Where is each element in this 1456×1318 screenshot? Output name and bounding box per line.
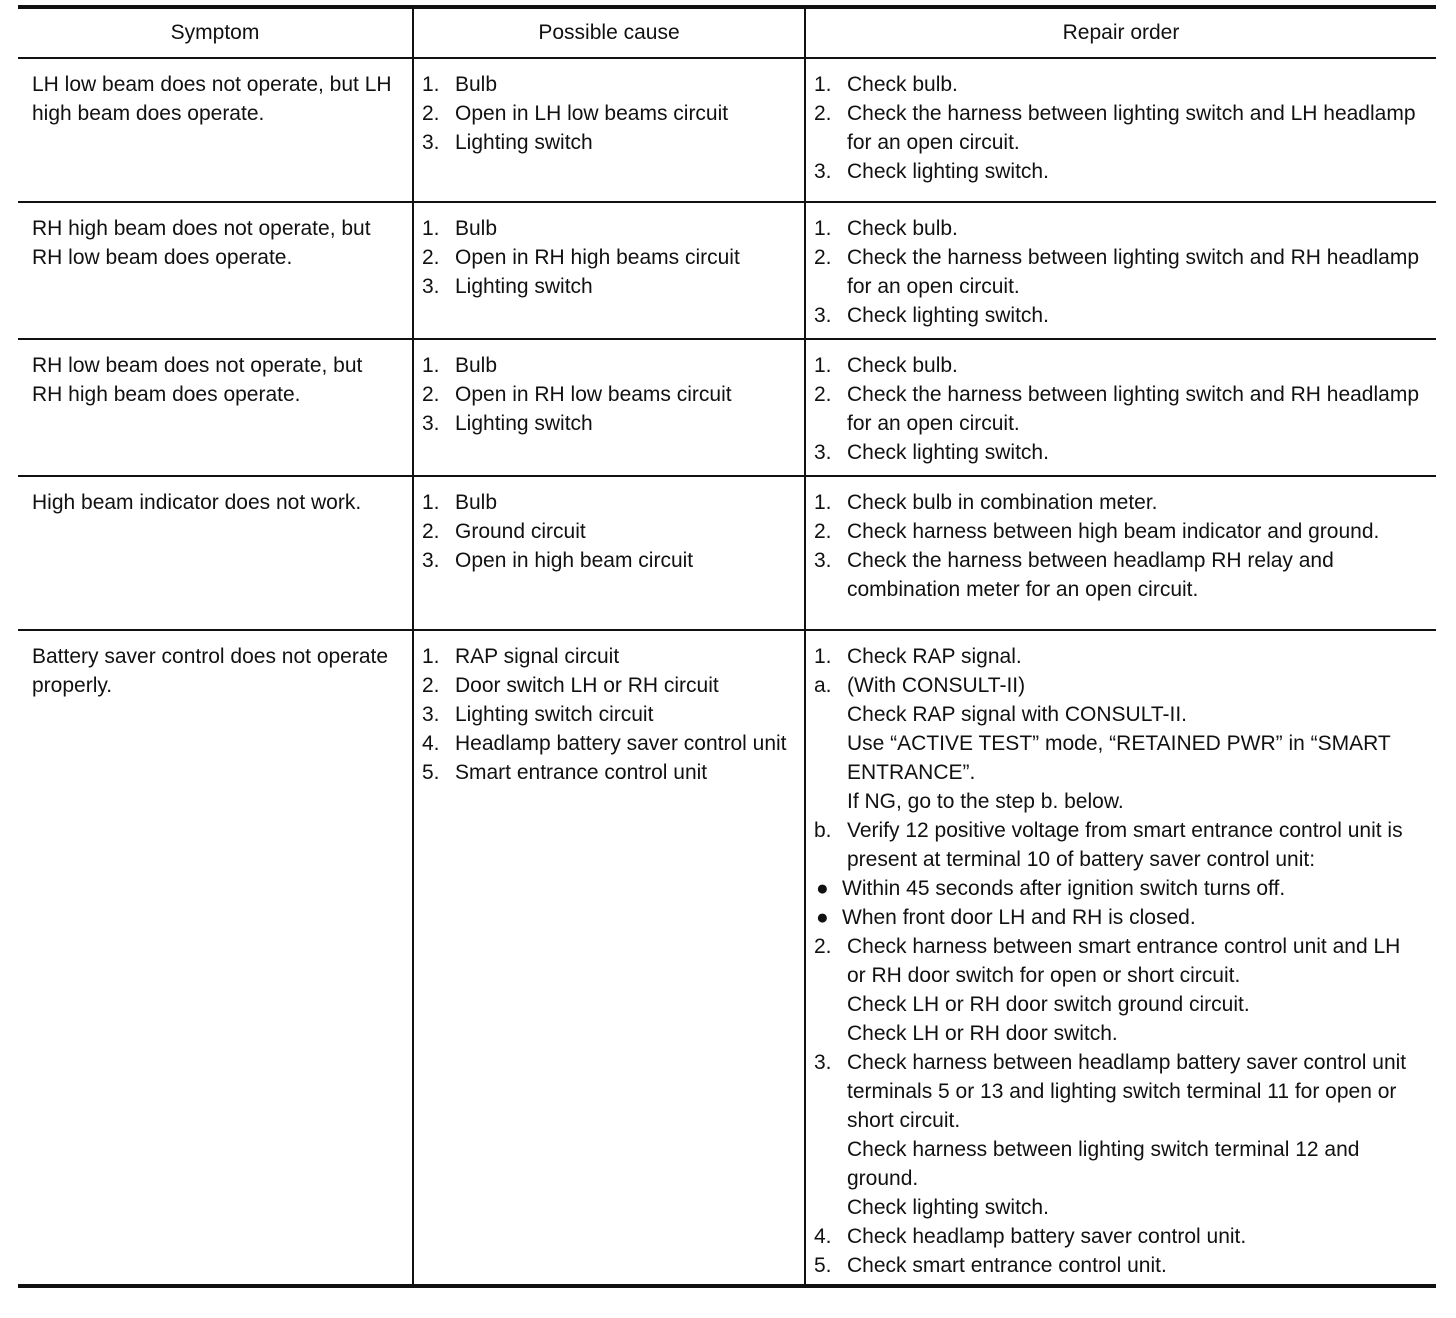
list-text: Check RAP signal with CONSULT-II. [847,703,1187,726]
list-marker: 2. [814,520,832,543]
list-marker: 2. [422,383,440,406]
cause-item [422,70,796,99]
cause-item [422,671,796,700]
list-marker: 1. [814,73,832,96]
list-marker: 2. [422,674,440,697]
list-text: Check the harness between lighting switch and LH headlamp for an open circuit. [847,102,1416,154]
list-marker: 3. [422,703,440,726]
list-text: Check bulb. [847,73,958,96]
list-marker: 3. [422,549,440,572]
list-marker: 3. [422,412,440,435]
list-text: Check lighting switch. [847,304,1049,327]
list-marker: 3. [814,441,832,464]
list-text: (With CONSULT-II) [847,674,1026,697]
list-marker: 3. [814,160,832,183]
repair-step [814,1135,1422,1193]
repair-step [814,214,1422,243]
possible-cause-cell [413,339,805,476]
cause-item [422,99,796,128]
repair-step [814,642,1422,671]
list-text: Check harness between lighting switch terminal 12 and ground. [847,1138,1360,1190]
repair-step [814,301,1422,330]
list-text: Bulb [455,491,498,514]
list-text: Check bulb. [847,354,958,377]
repair-step [814,1019,1422,1048]
list-text: Open in high beam circuit [455,549,694,572]
repair-step [814,1048,1422,1135]
list-text: Check LH or RH door switch. [847,1022,1118,1045]
list-marker [814,700,847,729]
list-text: Check the harness between lighting switch and RH headlamp for an open circuit. [847,383,1419,435]
repair-step [814,729,1422,787]
repair-order-cell [805,58,1436,202]
repair-step [814,1222,1422,1251]
repair-step [814,816,1422,874]
list-text: Check smart entrance control unit. [847,1254,1167,1277]
cause-item [422,214,796,243]
list-marker: 2. [422,520,440,543]
list-text: Open in LH low beams circuit [455,102,729,125]
repair-step [814,70,1422,99]
header-row [18,9,1436,58]
list-marker: 5. [422,761,440,784]
table-row [18,202,1436,339]
table-row [18,476,1436,630]
list-marker: 3. [814,1051,832,1074]
list-marker: 1. [814,491,832,514]
symptom-cell: High beam indicator does not work. [18,476,413,630]
list-text: Check the harness between headlamp RH relay and combination meter for an open circuit. [847,549,1334,601]
list-text: Lighting switch circuit [455,703,654,726]
list-marker: 3. [422,275,440,298]
list-text: Check lighting switch. [847,160,1049,183]
repair-step [814,990,1422,1019]
repair-order-cell [805,202,1436,339]
list-marker: 1. [422,217,440,240]
cause-item [422,380,796,409]
repair-order-cell [805,476,1436,630]
bullet-icon: ● [816,906,829,929]
symptom-cell: LH low beam does not operate, but LH high beam does operate. [18,58,413,202]
table-body [18,58,1436,1284]
repair-step [814,99,1422,157]
list-marker: 1. [422,73,440,96]
repair-step [814,787,1422,816]
list-text: Ground circuit [455,520,586,543]
list-text: Check bulb in combination meter. [847,491,1158,514]
list-text: Check harness between high beam indicator and ground. [847,520,1380,543]
list-text: Bulb [455,217,498,240]
list-marker: 1. [422,645,440,668]
list-marker: 3. [422,131,440,154]
list-marker: a. [814,674,832,697]
header-repair-order: Repair order [805,9,1436,58]
repair-step [814,243,1422,301]
cause-item [422,517,796,546]
list-text: Bulb [455,354,498,377]
troubleshooting-table-container [18,5,1436,1288]
cause-item [422,243,796,272]
list-marker: 3. [814,549,832,572]
list-text: Headlamp battery saver control unit [455,732,787,755]
list-text: Within 45 seconds after ignition switch turns off. [842,877,1286,900]
repair-step [814,874,1422,903]
cause-item [422,729,796,758]
repair-step [814,546,1422,604]
list-marker: 1. [814,645,832,668]
list-text: Lighting switch [455,275,593,298]
list-text: RAP signal circuit [455,645,620,668]
cause-item [422,546,796,575]
list-text: Check headlamp battery saver control unit. [847,1225,1247,1248]
list-marker: 2. [422,246,440,269]
list-marker [814,1135,847,1193]
list-text: If NG, go to the step b. below. [847,790,1124,813]
list-marker: 1. [814,217,832,240]
list-text: Verify 12 positive voltage from smart entrance control unit is present at terminal 10 of battery saver control unit: [847,819,1403,871]
repair-step [814,1251,1422,1280]
table-row [18,339,1436,476]
list-text: Lighting switch [455,131,593,154]
table-row [18,630,1436,1284]
list-text: Open in RH low beams circuit [455,383,732,406]
possible-cause-cell [413,202,805,339]
list-text: Check harness between smart entrance control unit and LH or RH door switch for open or short circuit. [847,935,1401,987]
cause-item [422,700,796,729]
repair-step [814,671,1422,700]
repair-step [814,517,1422,546]
list-marker: 1. [422,354,440,377]
header-possible-cause: Possible cause [413,9,805,58]
repair-step [814,700,1422,729]
list-text: Smart entrance control unit [455,761,708,784]
list-marker: b. [814,819,832,842]
list-marker [814,1193,847,1222]
list-text: Check lighting switch. [847,1196,1049,1219]
list-marker: 2. [814,246,832,269]
repair-step [814,488,1422,517]
repair-step [814,351,1422,380]
cause-item [422,351,796,380]
possible-cause-cell [413,58,805,202]
repair-step [814,1193,1422,1222]
list-text: Door switch LH or RH circuit [455,674,719,697]
cause-item [422,758,796,787]
symptom-cell: RH high beam does not operate, but RH low beam does operate. [18,202,413,339]
possible-cause-cell [413,476,805,630]
header-symptom: Symptom [18,9,413,58]
list-marker: 2. [422,102,440,125]
bullet-icon: ● [816,877,829,900]
list-marker: 5. [814,1254,832,1277]
repair-step [814,157,1422,186]
list-text: Check the harness between lighting switch and RH headlamp for an open circuit. [847,246,1419,298]
cause-item [422,642,796,671]
list-text: Check harness between headlamp battery saver control unit terminals 5 or 13 and lighting switch terminal 11 for open or short circuit. [847,1051,1407,1132]
list-text: When front door LH and RH is closed. [842,906,1196,929]
symptom-cell: Battery saver control does not operate properly. [32,645,389,697]
list-marker: 2. [814,935,832,958]
cause-item [422,409,796,438]
repair-step [814,380,1422,438]
list-marker: 4. [422,732,440,755]
list-text: Check RAP signal. [847,645,1022,668]
list-text: Check bulb. [847,217,958,240]
list-marker: 1. [814,354,832,377]
cause-item [422,128,796,157]
list-marker: 2. [814,383,832,406]
repair-step [814,438,1422,467]
list-marker: 4. [814,1225,832,1248]
troubleshooting-table [18,9,1436,1284]
list-marker: 2. [814,102,832,125]
table-row [18,58,1436,202]
repair-step [814,903,1422,932]
repair-step [814,932,1422,990]
list-marker [814,729,847,787]
cause-item [422,272,796,301]
list-text: Use “ACTIVE TEST” mode, “RETAINED PWR” in “SMART ENTRANCE”. [847,732,1391,784]
cause-item [422,488,796,517]
list-text: Open in RH high beams circuit [455,246,740,269]
list-text: Check LH or RH door switch ground circuit. [847,993,1250,1016]
list-marker: 3. [814,304,832,327]
list-text: Lighting switch [455,412,593,435]
possible-cause-cell [413,630,805,1284]
symptom-cell: RH low beam does not operate, but RH high beam does operate. [18,339,413,476]
repair-order-cell [805,339,1436,476]
list-marker [814,1019,847,1048]
list-marker: 1. [422,491,440,514]
list-text: Check lighting switch. [847,441,1049,464]
list-marker [814,787,847,816]
repair-order-cell [805,630,1436,1284]
list-text: Bulb [455,73,498,96]
list-marker [814,990,847,1019]
